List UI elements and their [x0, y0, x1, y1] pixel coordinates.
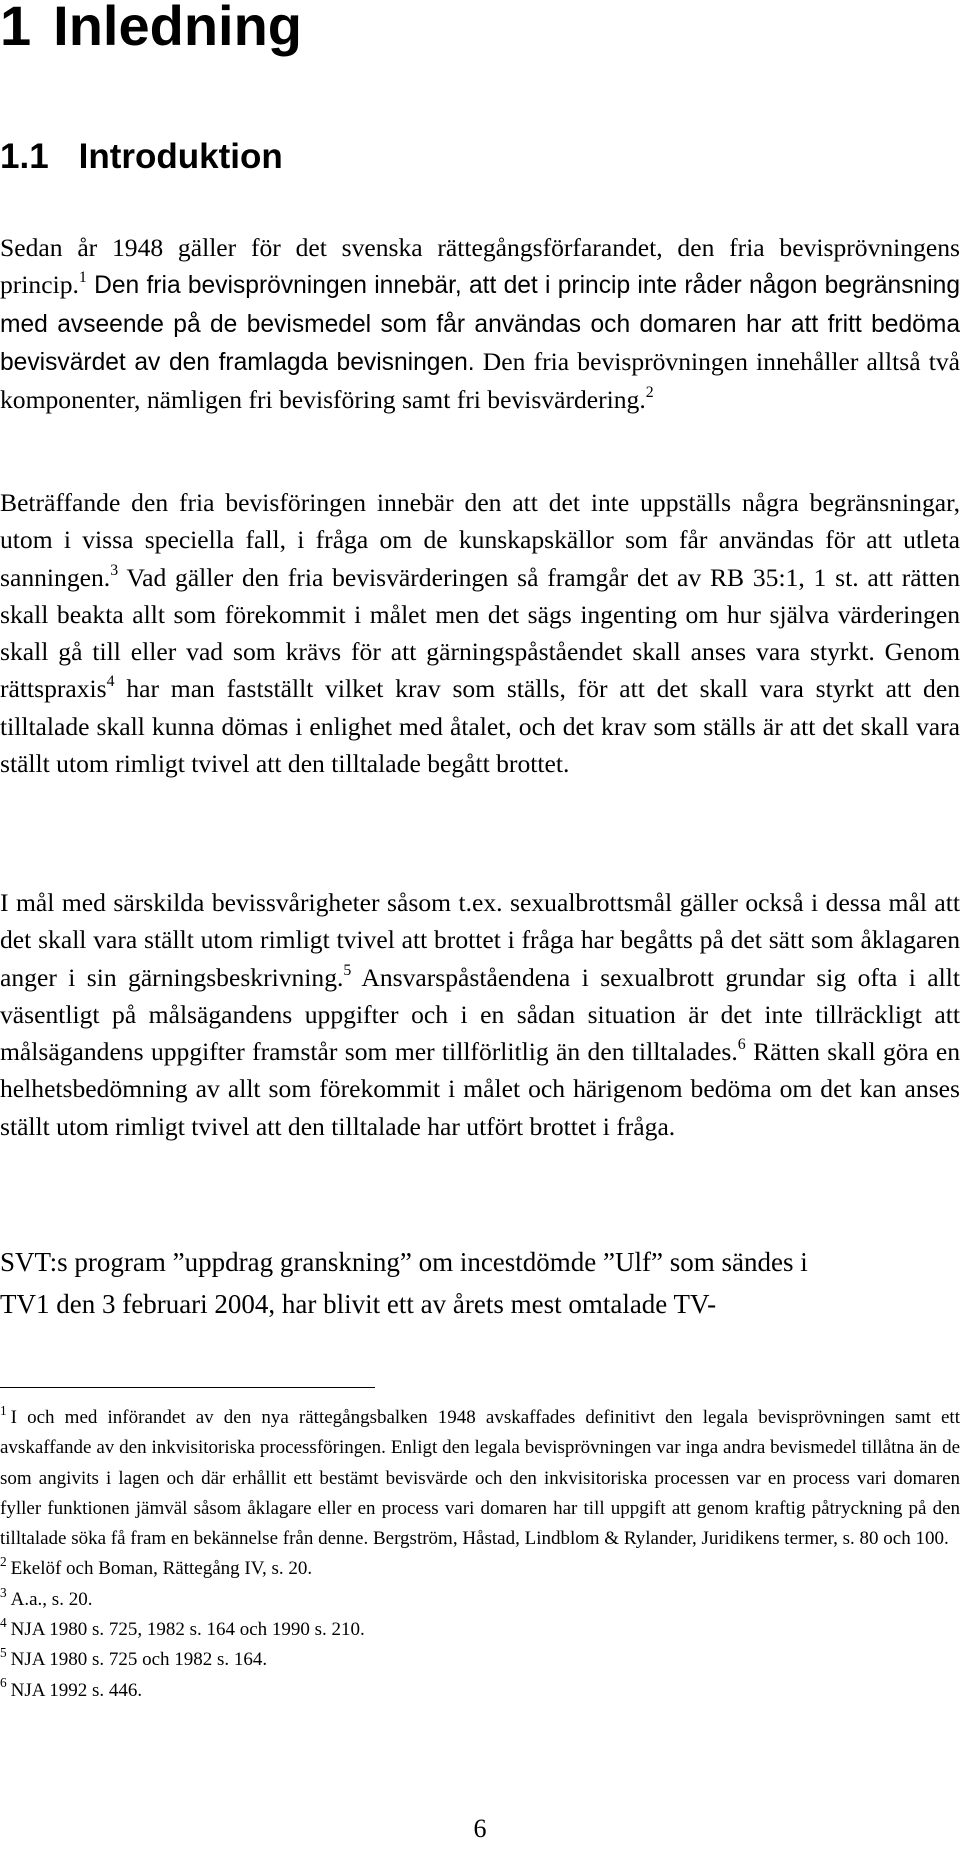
paragraph-4-line-1: SVT:s program ”uppdrag granskning” om incestdömde ”Ulf” som sändes i	[0, 1247, 808, 1277]
footnote-3	[0, 1585, 960, 1615]
footnote-3-number: 3	[0, 1584, 7, 1600]
paragraph-2	[0, 484, 960, 782]
footnote-1	[0, 1403, 960, 1554]
section-heading	[0, 136, 283, 178]
footnote-ref-6[interactable]: 6	[737, 1036, 746, 1054]
footnote-ref-2[interactable]: 2	[645, 384, 654, 402]
paragraph-4	[0, 1241, 960, 1325]
paragraph-1	[0, 229, 960, 418]
footnote-2	[0, 1554, 960, 1584]
footnote-separator	[0, 1387, 375, 1388]
page-number: 6	[473, 1814, 487, 1843]
paragraph-3-sentence-3: Rätten skall göra en helhetsbedömning av allt som förekommit i målet och härigenom bedöma om det kan anses ställt utom rimligt tvivel att den tilltalade har utfört brottet i fråga.	[0, 1037, 960, 1141]
chapter-title: Inledning	[53, 0, 303, 57]
paragraph-3-sentence-2: Ansvarspåståendena i sexualbrott grundar sig ofta i allt väsentligt på målsägandens uppgifter och i en sådan situation är det inte tillräckligt att målsägandens uppgifter framstår som mer tillförlitlig än den tilltalades.	[0, 962, 960, 1067]
footnote-4	[0, 1615, 960, 1645]
paragraph-4-line-2: TV1 den 3 februari 2004, har blivit ett av årets mest omtalade TV-	[0, 1289, 717, 1319]
paragraph-1-sentence-2: Den fria bevisprövningen innebär, att det i princip inte råder någon begränsning med avseende på de bevismedel som får användas och domaren har att fritt bedöma bevisvärdet av den framlagda bevisningen.	[0, 272, 960, 376]
section-number: 1.1	[0, 137, 49, 176]
footnote-ref-5[interactable]: 5	[343, 961, 352, 979]
footnote-5	[0, 1645, 960, 1675]
footnote-2-text: Ekelöf och Boman, Rättegång IV, s. 20.	[10, 1558, 313, 1580]
footnote-1-text: I och med införandet av den nya rättegångsbalken 1948 avskaffades definitivt den legala bevisprövningen samt ett avskaffande av den inkvisitoriska processföringen. Enligt den legala bevisprövningen var inga andra bevismedel tillåtna än de som angivits i lagen och där erhållit ett bestämt bevisvärde och den inkvisitoriska processen var en process vari domaren fyller funktionen jämväl såsom åklagare eller en process vari domaren har till uppgift att genom kraftig påtryckning på den tilltalade söka få fram en bekännelse från denne. Bergström, Håstad, Lindblom & Rylander, Juridikens termer, s. 80 och 100.	[0, 1407, 960, 1550]
footnote-5-text: NJA 1980 s. 725 och 1982 s. 164.	[10, 1649, 268, 1671]
footnote-1-number: 1	[0, 1402, 7, 1418]
chapter-number: 1	[0, 0, 32, 57]
footnote-4-text: NJA 1980 s. 725, 1982 s. 164 och 1990 s. 210.	[10, 1619, 365, 1641]
section-title: Introduktion	[78, 137, 283, 176]
footnotes	[0, 1403, 960, 1706]
paragraph-2-sentence-3: har man fastställt vilket krav som ställs, för att det skall vara styrkt att den tilltalade skall kunna dömas i enlighet med åtalet, och det krav som ställs är att det skall vara ställt utom rimligt tvivel att den tilltalade begått brottet.	[0, 674, 960, 779]
chapter-heading	[0, 0, 302, 59]
footnote-6	[0, 1676, 960, 1706]
footnote-ref-1[interactable]: 1	[78, 269, 87, 287]
paragraph-3-sentence-1: I mål med särskilda bevissvårigheter såsom t.ex. sexualbrottsmål gäller också i dessa mål att det skall vara ställt utom rimligt tvivel att brottet i fråga har begåtts på det sätt som åklagaren anger i sin gärningsbeskrivning.	[0, 888, 960, 992]
footnote-5-number: 5	[0, 1645, 7, 1661]
footnote-6-text: NJA 1992 s. 446.	[10, 1679, 143, 1701]
footnote-4-number: 4	[0, 1614, 7, 1630]
footnote-ref-3[interactable]: 3	[110, 561, 119, 579]
paragraph-2-sentence-1: Beträffande den fria bevisföringen innebär den att det inte uppställs några begränsningar, utom i vissa speciella fall, i fråga om de kunskapskällor som får användas för att utleta sanningen.	[0, 488, 960, 592]
footnote-3-text: A.a., s. 20.	[10, 1588, 93, 1610]
footnote-2-number: 2	[0, 1554, 7, 1570]
paragraph-1-sentence-1: Sedan år 1948 gäller för det svenska rättegångsförfarandet, den fria bevisprövningens princip.	[0, 233, 960, 300]
paragraph-3	[0, 884, 960, 1145]
footnote-6-number: 6	[0, 1675, 7, 1691]
footnote-ref-4[interactable]: 4	[106, 673, 115, 691]
paragraph-1-sentence-3: Den fria bevisprövningen innehåller alltså två komponenter, nämligen fri bevisföring samt fri bevisvärdering.	[0, 346, 960, 415]
paragraph-2-sentence-2: Vad gäller den fria bevisvärderingen så framgår det av RB 35:1, 1 st. att rätten skall beakta allt som förekommit i målet men det sägs ingenting om hur själva värderingen skall gå till eller vad som krävs för att gärningspåståendet skall anses vara styrkt. Genom rättspraxis	[0, 562, 960, 704]
